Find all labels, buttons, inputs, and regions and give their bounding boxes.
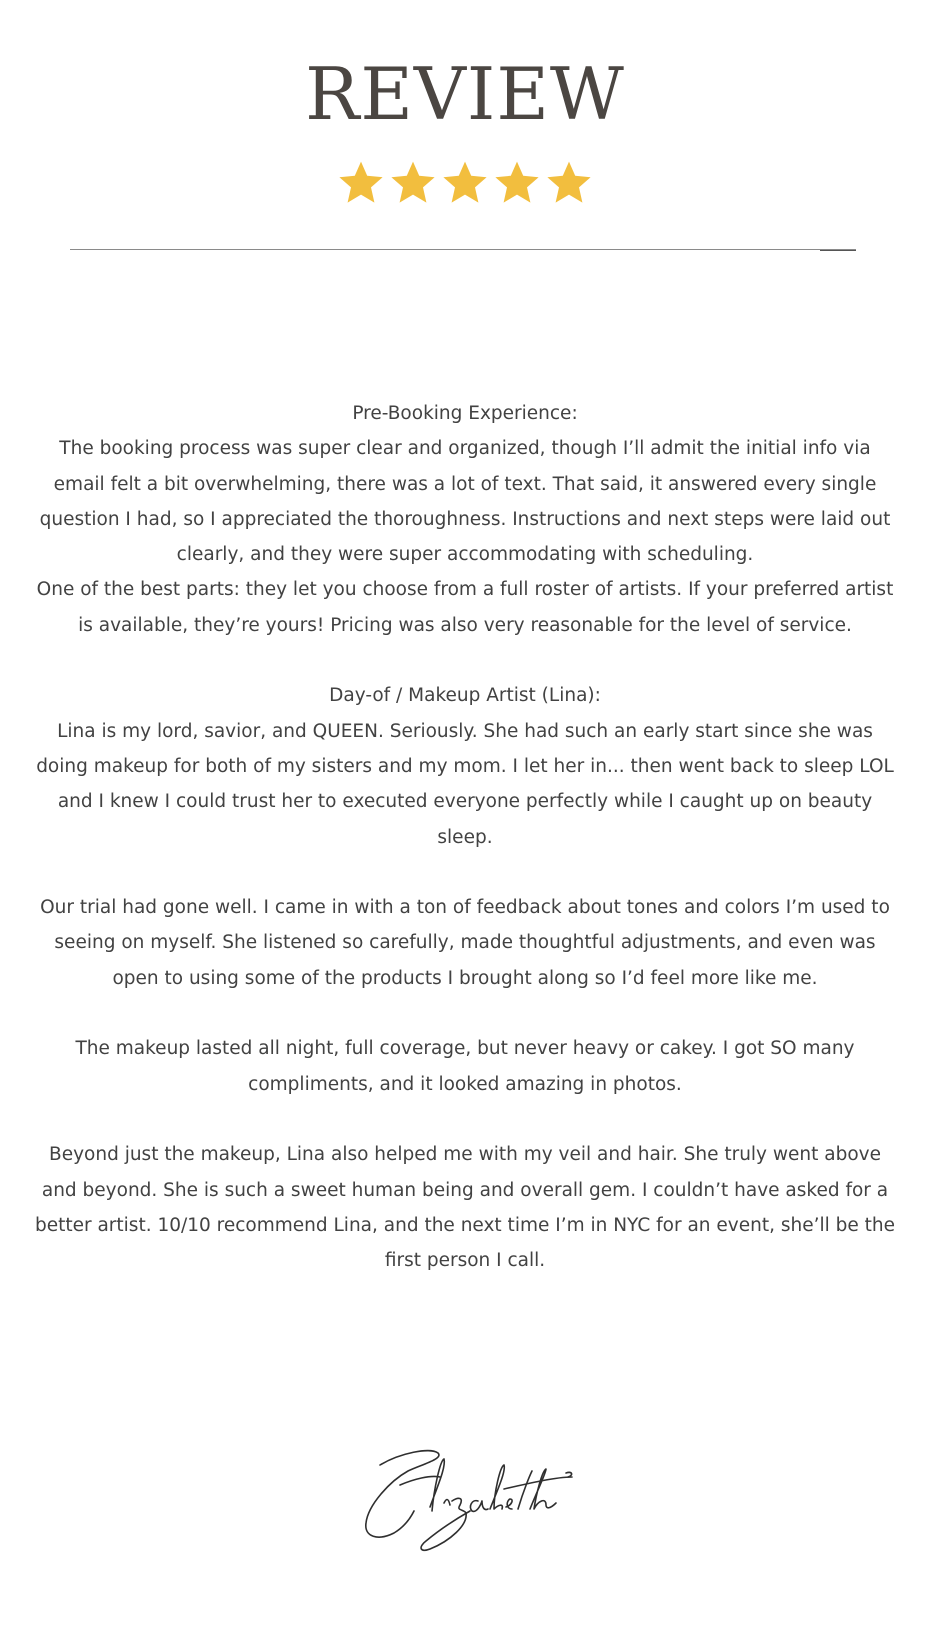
star-icon (493, 158, 541, 206)
review-paragraph: Beyond just the makeup, Lina also helped me with my veil and hair. She truly went above and beyond. She is such a sweet human being and overall gem. I couldn’t have asked for a better artist. 10/10 recommend Lina, and the next time I’m in NYC for an event, she’ll be the first person I call. (34, 1144, 896, 1272)
review-paragraph: The makeup lasted all night, full coverage, but never heavy or cakey. I got SO many compliments, and it looked amazing in photos. (75, 1038, 855, 1095)
review-paragraph: Our trial had gone well. I came in with a ton of feedback about tones and colors I’m used to seeing on myself. She listened so carefully, made thoughtful adjustments, and even was open to using some of the products I brought along so I’d feel more like me. (40, 897, 890, 989)
review-paragraph: Lina is my lord, savior, and QUEEN. Seriously. She had such an early start since she was doing makeup for both of my sisters and my mom. I let her in... then went back to sleep LOL and I knew I could trust her to executed everyone perfectly while I caught up on beauty sleep. (36, 720, 894, 848)
paragraph-spacer (32, 643, 898, 678)
review-paragraph: One of the best parts: they let you choose from a full roster of artists. If your preferred artist is available, they’re yours! Pricing was also very reasonable for the level of service. (36, 579, 894, 636)
star-icon (441, 158, 489, 206)
section-heading-pre-booking: Pre-Booking Experience: (352, 403, 578, 424)
star-icon (545, 158, 593, 206)
section-heading-day-of: Day-of / Makeup Artist (Lina): (329, 685, 601, 707)
divider-accent (820, 250, 856, 251)
star-rating (0, 158, 930, 206)
signature (360, 1445, 590, 1555)
star-icon (337, 158, 385, 206)
review-paragraph: The booking process was super clear and organized, though I’ll admit the initial info via email felt a bit overwhelming, there was a lot of text. That said, it answered every single question I had, so I appreciated the thoroughness. Instructions and next steps were laid out clearly, and they were super accommodating with scheduling. (39, 438, 891, 566)
paragraph-spacer (32, 996, 898, 1031)
paragraph-spacer (32, 1102, 898, 1137)
paragraph-spacer (32, 855, 898, 890)
review-body (32, 396, 898, 1278)
star-icon (389, 158, 437, 206)
page-title: REVIEW (305, 52, 625, 136)
header-divider (70, 249, 856, 250)
